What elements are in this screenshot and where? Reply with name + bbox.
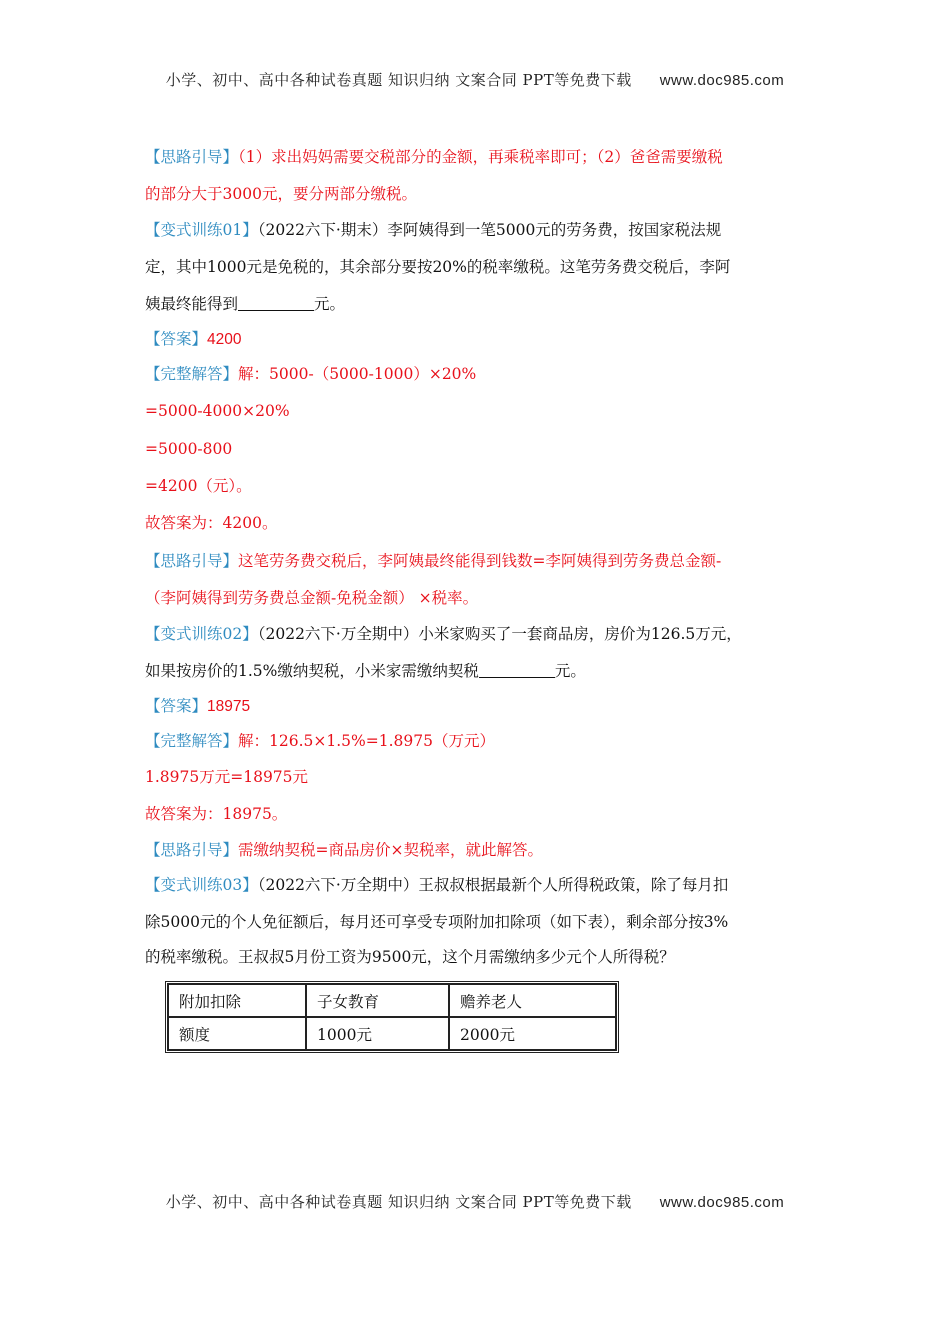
exercise-2-solution-2: 1.8975万元=18975元 bbox=[145, 768, 309, 786]
exercise-2-line-2-post: 元。 bbox=[554, 662, 586, 680]
exercise-1-conclusion: 故答案为：4200。 bbox=[145, 514, 278, 532]
exercise-2-answer bbox=[145, 695, 815, 718]
answer-tag: 【答案】 bbox=[145, 697, 208, 715]
answer-blank bbox=[238, 294, 314, 311]
page-header bbox=[0, 69, 950, 90]
exercise-1-answer bbox=[145, 328, 815, 351]
page-footer bbox=[0, 1191, 950, 1212]
answer-value: 4200 bbox=[207, 331, 242, 348]
exercise-1-solution-1 bbox=[145, 363, 815, 385]
solution-tag: 【完整解答】 bbox=[145, 365, 239, 383]
exercise-3-line-2: 除5000元的个人免征额后，每月还可享受专项附加扣除项（如下表），剩余部分按3% bbox=[145, 913, 729, 931]
exercise-2-tag: 【变式训练02】 bbox=[145, 625, 258, 643]
exercise-1-line-3-pre: 姨最终能得到 bbox=[145, 295, 239, 313]
solution-text: 解：5000-（5000-1000）×20% bbox=[238, 365, 477, 383]
exercise-1-line-1 bbox=[145, 219, 815, 241]
exercise-2-text: （2022六下·万全期中）小米家购买了一套商品房，房价为126.5万元， bbox=[257, 625, 742, 643]
exercise-2-solution-1 bbox=[145, 730, 815, 752]
exercise-3-line-3: 的税率缴税。王叔叔5月份工资为9500元，这个月需缴纳多少元个人所得税？ bbox=[145, 948, 675, 966]
guide-text: （1）求出妈妈需要交税部分的金额，再乘税率即可；（2）爸爸需要缴税 bbox=[238, 148, 723, 166]
guide-tag: 【思路引导】 bbox=[145, 552, 239, 570]
header-text: 小学、初中、高中各种试卷真题 知识归纳 文案合同 PPT等免费下载 bbox=[165, 71, 632, 89]
table-cell: 子女教育 bbox=[306, 984, 449, 1017]
table-cell: 附加扣除 bbox=[168, 984, 306, 1017]
solution-text: 解：126.5×1.5%=1.8975（万元） bbox=[238, 732, 495, 750]
table-cell: 2000元 bbox=[449, 1017, 616, 1050]
table-row bbox=[168, 984, 616, 1017]
exercise-2-line-2-pre: 如果按房价的1.5%缴纳契税，小米家需缴纳契税 bbox=[145, 662, 479, 680]
exercise-1-text: （2022六下·期末）李阿姨得到一笔5000元的劳务费，按国家税法规 bbox=[257, 221, 722, 239]
exercise-1-tag: 【变式训练01】 bbox=[145, 221, 258, 239]
exercise-2-line-2 bbox=[145, 660, 815, 682]
exercise-2-guide bbox=[145, 839, 815, 861]
answer-blank bbox=[479, 661, 555, 678]
solution-tag: 【完整解答】 bbox=[145, 732, 239, 750]
exercise-1-line-3 bbox=[145, 293, 815, 315]
header-site-link[interactable]: www.doc985.com bbox=[659, 72, 785, 89]
table-cell: 额度 bbox=[168, 1017, 306, 1050]
table-row bbox=[168, 1017, 616, 1050]
footer-site-link[interactable]: www.doc985.com bbox=[659, 1194, 785, 1211]
guide-tag: 【思路引导】 bbox=[145, 148, 239, 166]
answer-tag: 【答案】 bbox=[145, 330, 208, 348]
deduction-table bbox=[165, 981, 619, 1053]
guide-text: 这笔劳务费交税后，李阿姨最终能得到钱数=李阿姨得到劳务费总金额- bbox=[238, 552, 722, 570]
exercise-1-solution-2: =5000-4000×20% bbox=[145, 402, 290, 420]
guide-text: 需缴纳契税=商品房价×契税率，就此解答。 bbox=[238, 841, 543, 859]
answer-value: 18975 bbox=[207, 698, 251, 715]
exercise-3-line-1 bbox=[145, 874, 815, 896]
exercise-2-line-1 bbox=[145, 623, 815, 645]
table-cell: 1000元 bbox=[306, 1017, 449, 1050]
guide-tag: 【思路引导】 bbox=[145, 841, 239, 859]
exercise-1-line-2: 定，其中1000元是免税的，其余部分要按20%的税率缴税。这笔劳务费交税后，李阿 bbox=[145, 258, 731, 276]
guide-line-2: 的部分大于3000元，要分两部分缴税。 bbox=[145, 185, 417, 203]
guide-line-1 bbox=[145, 146, 815, 168]
exercise-1-solution-3: =5000-800 bbox=[145, 440, 233, 458]
exercise-1-solution-4: =4200（元）。 bbox=[145, 477, 252, 495]
table-cell: 赡养老人 bbox=[449, 984, 616, 1017]
exercise-3-tag: 【变式训练03】 bbox=[145, 876, 258, 894]
exercise-2-conclusion: 故答案为：18975。 bbox=[145, 805, 288, 823]
exercise-1-guide-1 bbox=[145, 550, 815, 572]
exercise-1-line-3-post: 元。 bbox=[314, 295, 346, 313]
exercise-1-guide-2: （李阿姨得到劳务费总金额-免税金额） ×税率。 bbox=[145, 589, 479, 607]
exercise-3-text: （2022六下·万全期中）王叔叔根据最新个人所得税政策，除了每月扣 bbox=[257, 876, 729, 894]
footer-text: 小学、初中、高中各种试卷真题 知识归纳 文案合同 PPT等免费下载 bbox=[165, 1193, 632, 1211]
